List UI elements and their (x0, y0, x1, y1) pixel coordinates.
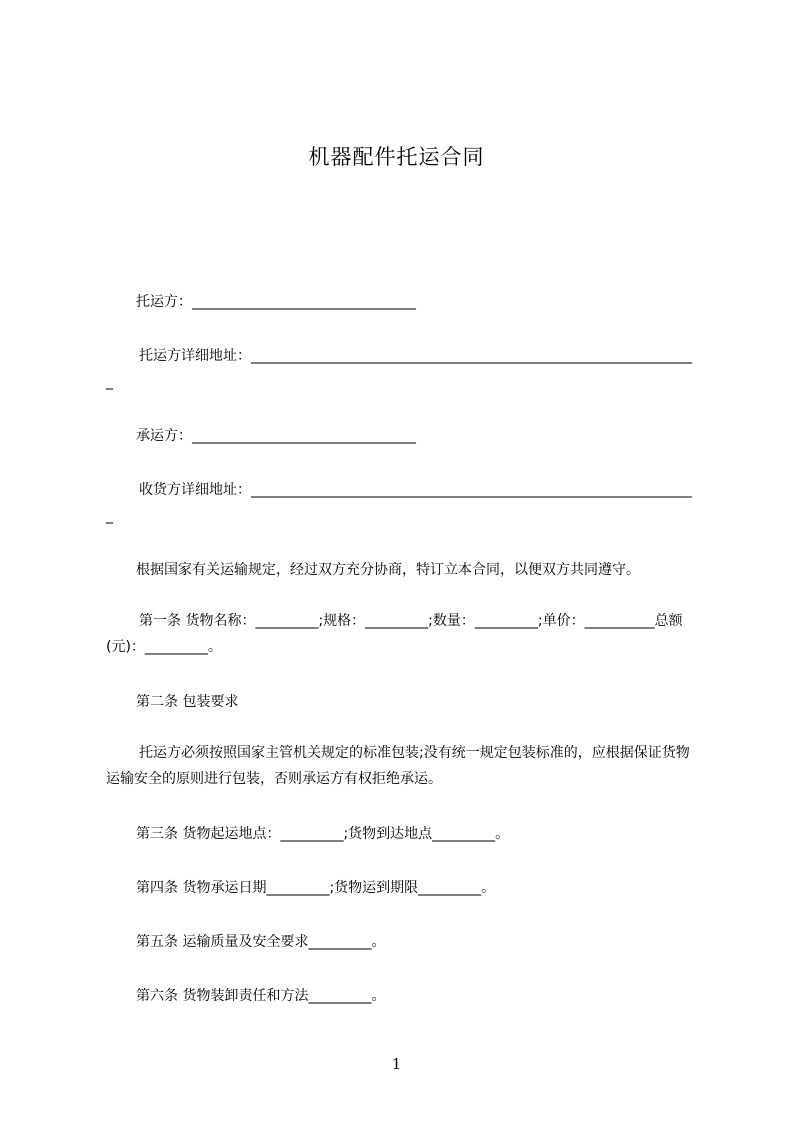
receiver-address-tail: _ (106, 508, 113, 524)
document-title: 机器配件托运合同 (308, 145, 485, 169)
carrier-field: 承运方：________________________________ (136, 428, 416, 444)
article-4: 第四条 货物承运日期_________;货物运到期限_________。 (136, 880, 496, 896)
article-1: 第一条 货物名称：_________;规格：_________;数量：_________;单价：__________总额(元)：_________。 (106, 613, 683, 655)
shipper-field: 托运方：________________________________ (136, 294, 416, 310)
shipper-address-tail: _ (106, 374, 113, 390)
article-2-body: 托运方必须按照国家主管机关规定的标准包装;没有统一规定包装标准的，应根据保证货物运输安全的原则进行包装，否则承运方有权拒绝承运。 (106, 745, 690, 787)
article-5: 第五条 运输质量及安全要求_________。 (136, 934, 386, 950)
receiver-address-field: 收货方详细地址：_______________________________________________________________ (139, 482, 692, 498)
page-number: 1 (391, 1055, 402, 1073)
article-2-heading: 第二条 包装要求 (136, 694, 239, 710)
shipper-address-field: 托运方详细地址：_______________________________________________________________ (139, 348, 692, 364)
article-3: 第三条 货物起运地点：_________;货物到达地点_________。 (136, 826, 510, 842)
intro-paragraph: 根据国家有关运输规定，经过双方充分协商，特订立本合同，以便双方共同遵守。 (136, 562, 640, 578)
article-6: 第六条 货物装卸责任和方法_________。 (136, 988, 386, 1004)
